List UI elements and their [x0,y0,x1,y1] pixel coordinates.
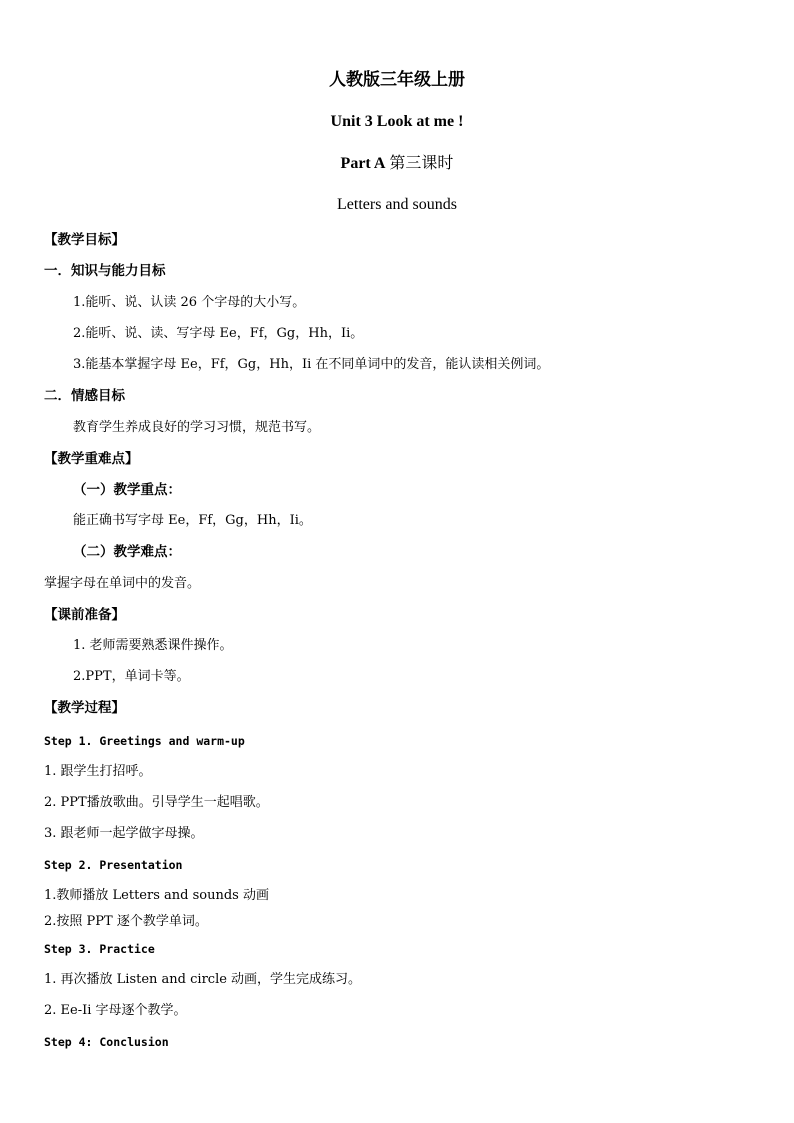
focus-heading: （一）教学重点： [73,482,181,498]
objective-item-3: 3.能基本掌握字母 Ee，Ff，Gg，Hh，Ii 在不同单词中的发音，能认读相关例词。 [73,357,550,372]
document-title: 人教版三年级上册 [329,70,465,90]
step3-title: Step 3. Practice [44,942,155,956]
step2-title: Step 2. Presentation [44,858,183,872]
step1-item-3: 3. 跟老师一起学做字母操。 [44,826,204,841]
preparation-heading: 【课前准备】 [44,607,125,623]
step1-title: Step 1. Greetings and warm-up [44,734,245,748]
step2-item-1: 1.教师播放 Letters and sounds 动画 [44,888,269,903]
key-points-heading: 【教学重难点】 [44,451,139,467]
objective-item-1: 1.能听、说、认读 26 个字母的大小写。 [73,295,306,310]
step1-item-2: 2. PPT播放歌曲。引导学生一起唱歌。 [44,795,269,810]
knowledge-heading: 一．知识与能力目标 [44,263,166,279]
objectives-heading: 【教学目标】 [44,232,125,248]
step3-item-2: 2. Ee-Ii 字母逐个教学。 [44,1003,187,1018]
part-title-en: Part A [340,155,386,172]
preparation-item-1: 1. 老师需要熟悉课件操作。 [73,638,233,653]
step4-title: Step 4: Conclusion [44,1035,169,1049]
part-title-cn: 第三课时 [389,153,454,172]
objective-item-2: 2.能听、说、读、写字母 Ee，Ff，Gg，Hh，Ii。 [73,326,364,341]
emotion-heading: 二．情感目标 [44,388,125,404]
difficulty-heading: （二）教学难点： [73,544,181,560]
emotion-text: 教育学生养成良好的学习习惯，规范书写。 [73,420,321,435]
preparation-item-2: 2.PPT，单词卡等。 [73,669,190,684]
unit-title: Unit 3 Look at me ! [330,113,464,130]
focus-text: 能正确书写字母 Ee，Ff，Gg，Hh，Ii。 [73,513,312,528]
difficulty-text: 掌握字母在单词中的发音。 [44,576,201,591]
lesson-subtitle: Letters and sounds [337,196,457,213]
process-heading: 【教学过程】 [44,700,125,716]
step2-item-2: 2.按照 PPT 逐个教学单词。 [44,914,208,929]
step3-item-1: 1. 再次播放 Listen and circle 动画，学生完成练习。 [44,972,362,987]
part-title [0,153,794,174]
step1-item-1: 1. 跟学生打招呼。 [44,764,152,779]
